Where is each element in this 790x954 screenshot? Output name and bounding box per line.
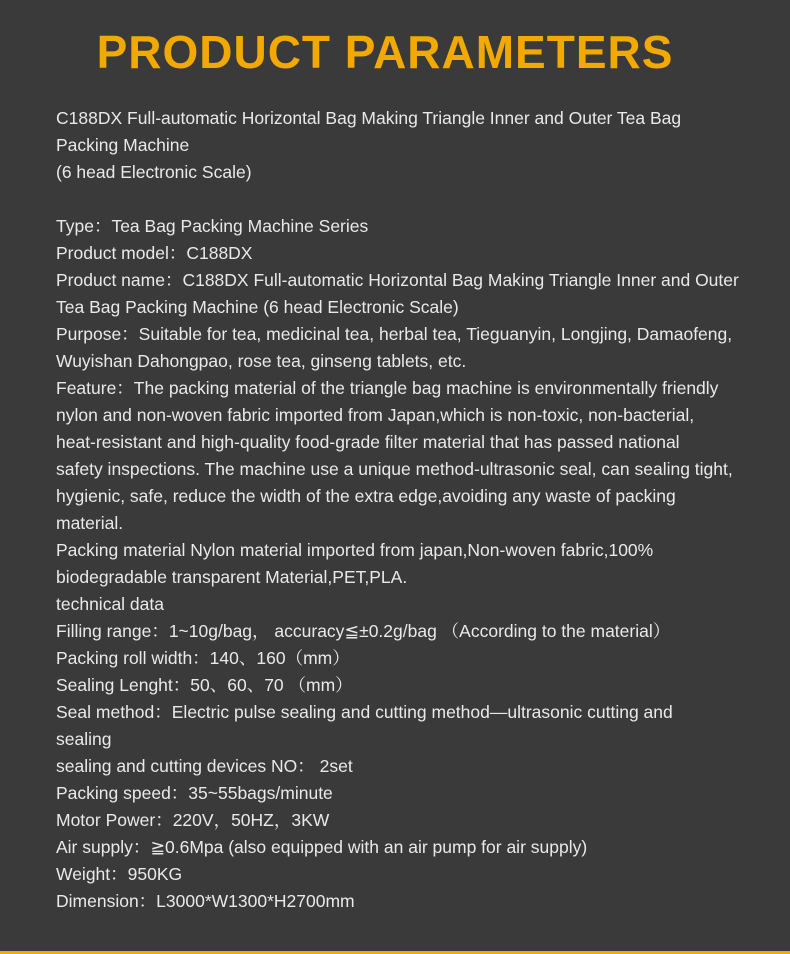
spec-line-feature-cont: heat-resistant and high-quality food-grade filter material that has passed national xyxy=(56,432,680,452)
spec-line-technical-data: technical data xyxy=(56,594,164,614)
spec-line-name-cont: Tea Bag Packing Machine (6 head Electronic Scale) xyxy=(56,297,459,317)
spec-line-model: Product model：C188DX xyxy=(56,243,253,263)
spec-line-purpose: Purpose：Suitable for tea, medicinal tea, herbal tea, Tieguanyin, Longjing, Damaofeng, xyxy=(56,324,733,344)
spec-line-speed: Packing speed：35~55bags/minute xyxy=(56,783,333,803)
spec-line-dimension: Dimension：L3000*W1300*H2700mm xyxy=(56,891,355,911)
spec-line-sealing-length: Sealing Lenght：50、60、70 （mm） xyxy=(56,675,353,695)
spec-line-filling-range: Filling range：1~10g/bag， accuracy≦±0.2g/bag （According to the material） xyxy=(56,621,671,641)
spec-line-roll-width: Packing roll width：140、160（mm） xyxy=(56,648,350,668)
spec-line-packing-material: Packing material Nylon material imported from japan,Non-woven fabric,100% xyxy=(56,540,654,560)
spec-line-feature-cont: material. xyxy=(56,513,124,533)
spec-line-feature-cont: hygienic, safe, reduce the width of the extra edge,avoiding any waste of packing xyxy=(56,486,676,506)
spec-line-feature-cont: nylon and non-woven fabric imported from Japan,which is non-toxic, non-bacterial, xyxy=(56,405,695,425)
spec-line-name: Product name：C188DX Full-automatic Horizontal Bag Making Triangle Inner and Outer xyxy=(56,270,739,290)
intro-line: C188DX Full-automatic Horizontal Bag Making Triangle Inner and Outer Tea Bag xyxy=(56,108,682,128)
spec-line-motor-power: Motor Power：220V，50HZ，3KW xyxy=(56,810,330,830)
intro-line: Packing Machine xyxy=(56,135,190,155)
spec-line-devices: sealing and cutting devices NO： 2set xyxy=(56,756,353,776)
spec-line-weight: Weight：950KG xyxy=(56,864,183,884)
spec-line-packing-material-cont: biodegradable transparent Material,PET,PLA. xyxy=(56,567,408,587)
spec-line-seal-method: Seal method：Electric pulse sealing and cutting method—ultrasonic cutting and xyxy=(56,702,673,722)
spec-line-purpose-cont: Wuyishan Dahongpao, rose tea, ginseng tablets, etc. xyxy=(56,351,467,371)
product-parameters-text xyxy=(56,105,776,915)
intro-line: (6 head Electronic Scale) xyxy=(56,162,252,182)
spec-line-seal-method-cont: sealing xyxy=(56,729,112,749)
spec-line-type: Type：Tea Bag Packing Machine Series xyxy=(56,216,369,236)
spec-line-feature: Feature：The packing material of the triangle bag machine is environmentally friendly xyxy=(56,378,719,398)
paragraph-spacer xyxy=(56,186,776,213)
spec-line-feature-cont: safety inspections. The machine use a unique method-ultrasonic seal, can sealing tight, xyxy=(56,459,733,479)
page-title: PRODUCT PARAMETERS xyxy=(96,26,674,78)
spec-line-air-supply: Air supply：≧0.6Mpa (also equipped with an air pump for air supply) xyxy=(56,837,588,857)
